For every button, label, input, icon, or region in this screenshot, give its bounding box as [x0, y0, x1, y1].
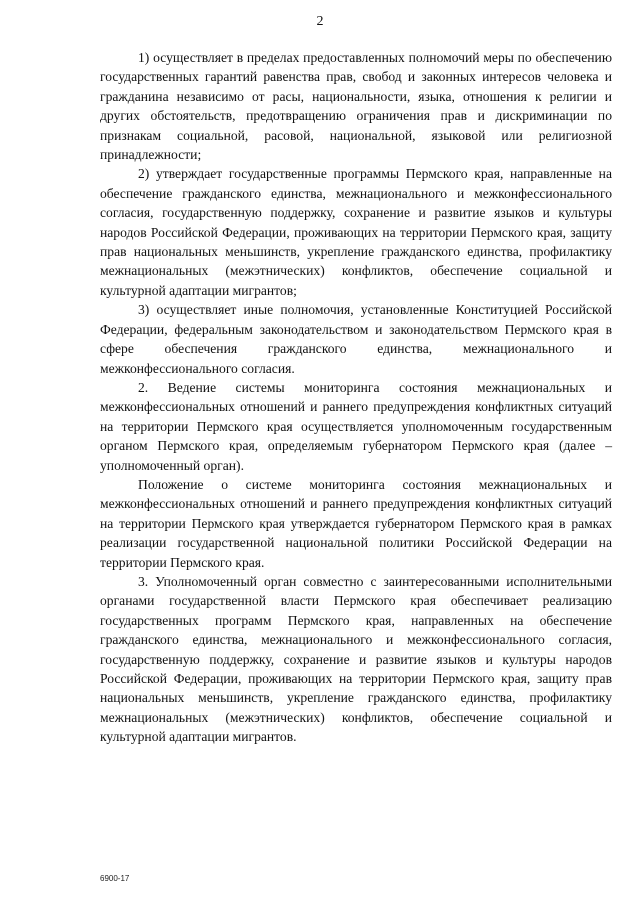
document-code: 6900-17 [100, 874, 130, 883]
paragraph-section-3: 3. Уполномоченный орган совместно с заинтересованными исполнительными органами государственной власти Пермского края обеспечивает реализацию государственных программ Пермского края, направленных на обеспечение гражданского единства, межнационального и межконфессионального согласия, государственную поддержку, сохранение и развитие языков и культуры народов Российской Федерации, проживающих на территории Пермского края, защиту прав национальных меньшинств, укрепление гражданского единства, профилактику межнациональных (межэтнических) конфликтов, обеспечение социальной и культурной адаптации мигрантов. [100, 573, 612, 745]
paragraph-item-1: 1) осуществляет в пределах предоставленных полномочий меры по обеспечению государственных гарантий равенства прав, свобод и законных интересов человека и гражданина независимо от расы, национальности, языка, отношения к религии и других обстоятельств, предотвращению ограничения прав и дискриминации по признакам социальной, расовой, национальной, языковой или религиозной принадлежности; [100, 50, 612, 163]
paragraph-item-3: 3) осуществляет иные полномочия, установленные Конституцией Российской Федерации, федеральным законодательством и законодательством Пермского края в сфере обеспечения гражданского единства, межнационального и межконфессионального согласия. [100, 302, 612, 376]
paragraph-section-2: 2. Ведение системы мониторинга состояния межнациональных и межконфессиональных отношений и раннего предупреждения конфликтных ситуаций на территории Пермского края осуществляется уполномоченным государственным органом Пермского края, определяемым губернатором Пермского края (далее – уполномоченный орган). [100, 379, 612, 473]
paragraph-item-2: 2) утверждает государственные программы Пермского края, направленные на обеспечение гражданского единства, межнационального и межконфессионального согласия, государственную поддержку, сохранение и развитие языков и культуры народов Российской Федерации, проживающих на территории Пермского края, защиту прав национальных меньшинств, укрепление гражданского единства, профилактику межнациональных (межэтнических) конфликтов, обеспечение социальной и культурной адаптации мигрантов; [100, 166, 612, 298]
page-number: 2 [316, 14, 324, 29]
paragraph-monitoring-regulation: Положение о системе мониторинга состояния межнациональных и межконфессиональных отношений и раннего предупреждения конфликтных ситуаций на территории Пермского края утверждается губернатором Пермского края в рамках реализации государственной национальной политики Российской Федерации на территории Пермского края. [100, 476, 612, 570]
document-body [100, 48, 612, 747]
